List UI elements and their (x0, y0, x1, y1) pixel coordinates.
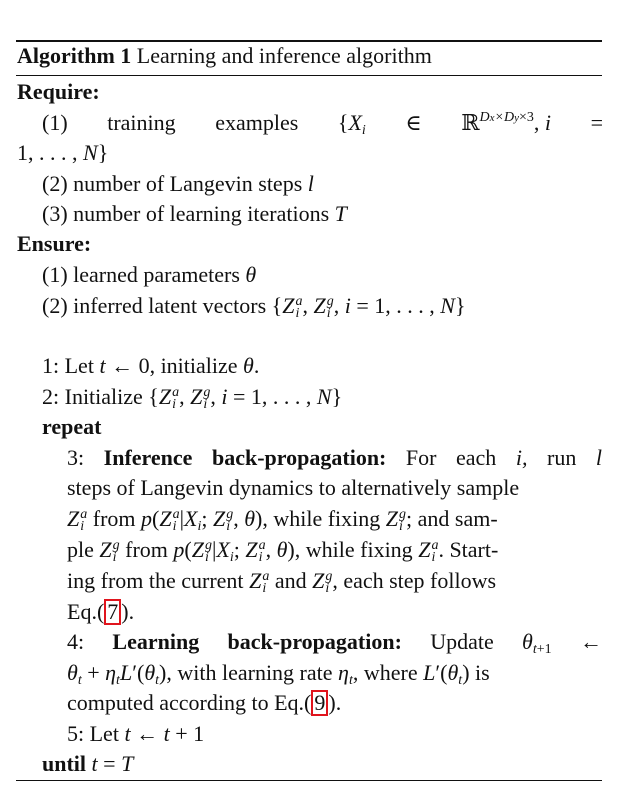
equation-9-link[interactable]: 9 (311, 690, 328, 716)
step-2: 2: Initialize {Z a i , Z g i , i = 1, . . . , N} (42, 384, 343, 412)
algorithm-label: Algorithm 1 (17, 43, 132, 68)
until-line: until t = T (42, 751, 134, 776)
algorithm-header (17, 42, 432, 70)
ensure-item-1: (1) learned parameters θ (42, 262, 257, 287)
header-rule (16, 75, 602, 76)
require-heading: Require: (17, 79, 100, 104)
equation-7-link[interactable]: 7 (104, 599, 121, 625)
require-item-2: (2) number of Langevin steps l (42, 171, 314, 196)
algorithm-title: Learning and inference algorithm (136, 43, 432, 68)
ensure-item-2: (2) inferred latent vectors {Z a i , Z g i , i = 1, . . . , N} (42, 293, 466, 321)
require-item-3: (3) number of learning iterations T (42, 201, 347, 226)
step-1: 1: Let t ← 0, initialize θ. (42, 353, 260, 378)
bottom-rule (16, 780, 602, 781)
step-3-label: 3: (67, 445, 85, 470)
step-5: 5: Let t ← t + 1 (67, 721, 205, 746)
step-4-label: 4: (67, 629, 85, 654)
repeat-keyword: repeat (42, 414, 102, 439)
until-keyword: until (42, 751, 87, 776)
ensure-heading: Ensure: (17, 231, 92, 256)
